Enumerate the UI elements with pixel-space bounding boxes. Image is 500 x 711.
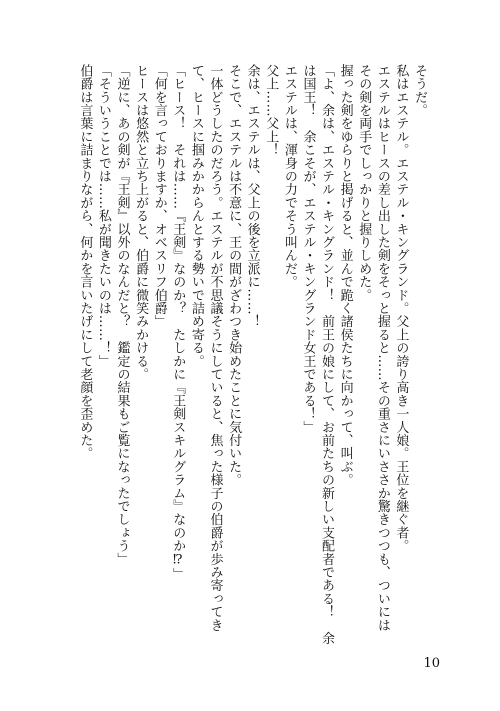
text-line: 「ヒース！ それは……『王剣』なのか？ たしかに『王剣スキルグラム』なのか⁉」 bbox=[170, 64, 186, 581]
text-line: そうだ。 bbox=[412, 64, 427, 117]
text-line: て、ヒースに掴みかからんとする勢いで詰め寄る。 bbox=[188, 64, 204, 368]
text-line: 「逆に、あの剣が『王剣』以外のなんだと？ 鑑定の結果もご覧になったでしょう」 bbox=[114, 64, 130, 566]
text-line: 父上……父上！ bbox=[263, 64, 279, 157]
text-line: 一体どうしたのだろう。エステルが不思議そうにしていると、焦った様子の伯爵が歩み寄ってき bbox=[207, 64, 223, 632]
text-line: その剣を両手でしっかりと握りしめた。 bbox=[356, 64, 372, 302]
text-line: 私はエステル。エステル・キングランド。父上の誇り高き一人娘。王位を継ぐ者。 bbox=[393, 64, 409, 553]
text-line: 「そういうことでは……私が聞きたいのは……！」 bbox=[95, 64, 111, 368]
page-number: 10 bbox=[423, 656, 440, 671]
text-line: エステルは、渾身の力でそう叫んだ。 bbox=[281, 64, 297, 289]
text-line: 余は、エステルは、父上の後を立派に……！ bbox=[244, 64, 260, 328]
text-line: エステルはヒースの差し出した剣をそっと握ると……その重さにいささか驚きつつも、ついには bbox=[374, 64, 390, 632]
text-line: 「よ、余は、エステル・キングランド！ 前王の娘にして、お前たちの新しい支配者である！ 余 bbox=[319, 64, 335, 645]
text-line: 伯爵は言葉に詰まりながら、何かを言いたげにして老顔を歪めた。 bbox=[77, 64, 93, 460]
text-line: そこで、エステルは不意に、王の間がざわつき始めたことに気付いた。 bbox=[226, 64, 242, 487]
text-line: は国王！ 余こそが、エステル・キングランド女王である！」 bbox=[300, 64, 316, 434]
text-line: 握った剣をゆらりと掲げると、並んで跪く諸侯たちに向かって、叫ぶ。 bbox=[337, 64, 353, 487]
text-line: 「何を言っておりますか、オベスリフ伯爵」 bbox=[151, 64, 167, 328]
body-text bbox=[75, 64, 428, 664]
text-line: ヒースは悠然と立ち上がると、伯爵に微笑みかける。 bbox=[133, 64, 149, 381]
